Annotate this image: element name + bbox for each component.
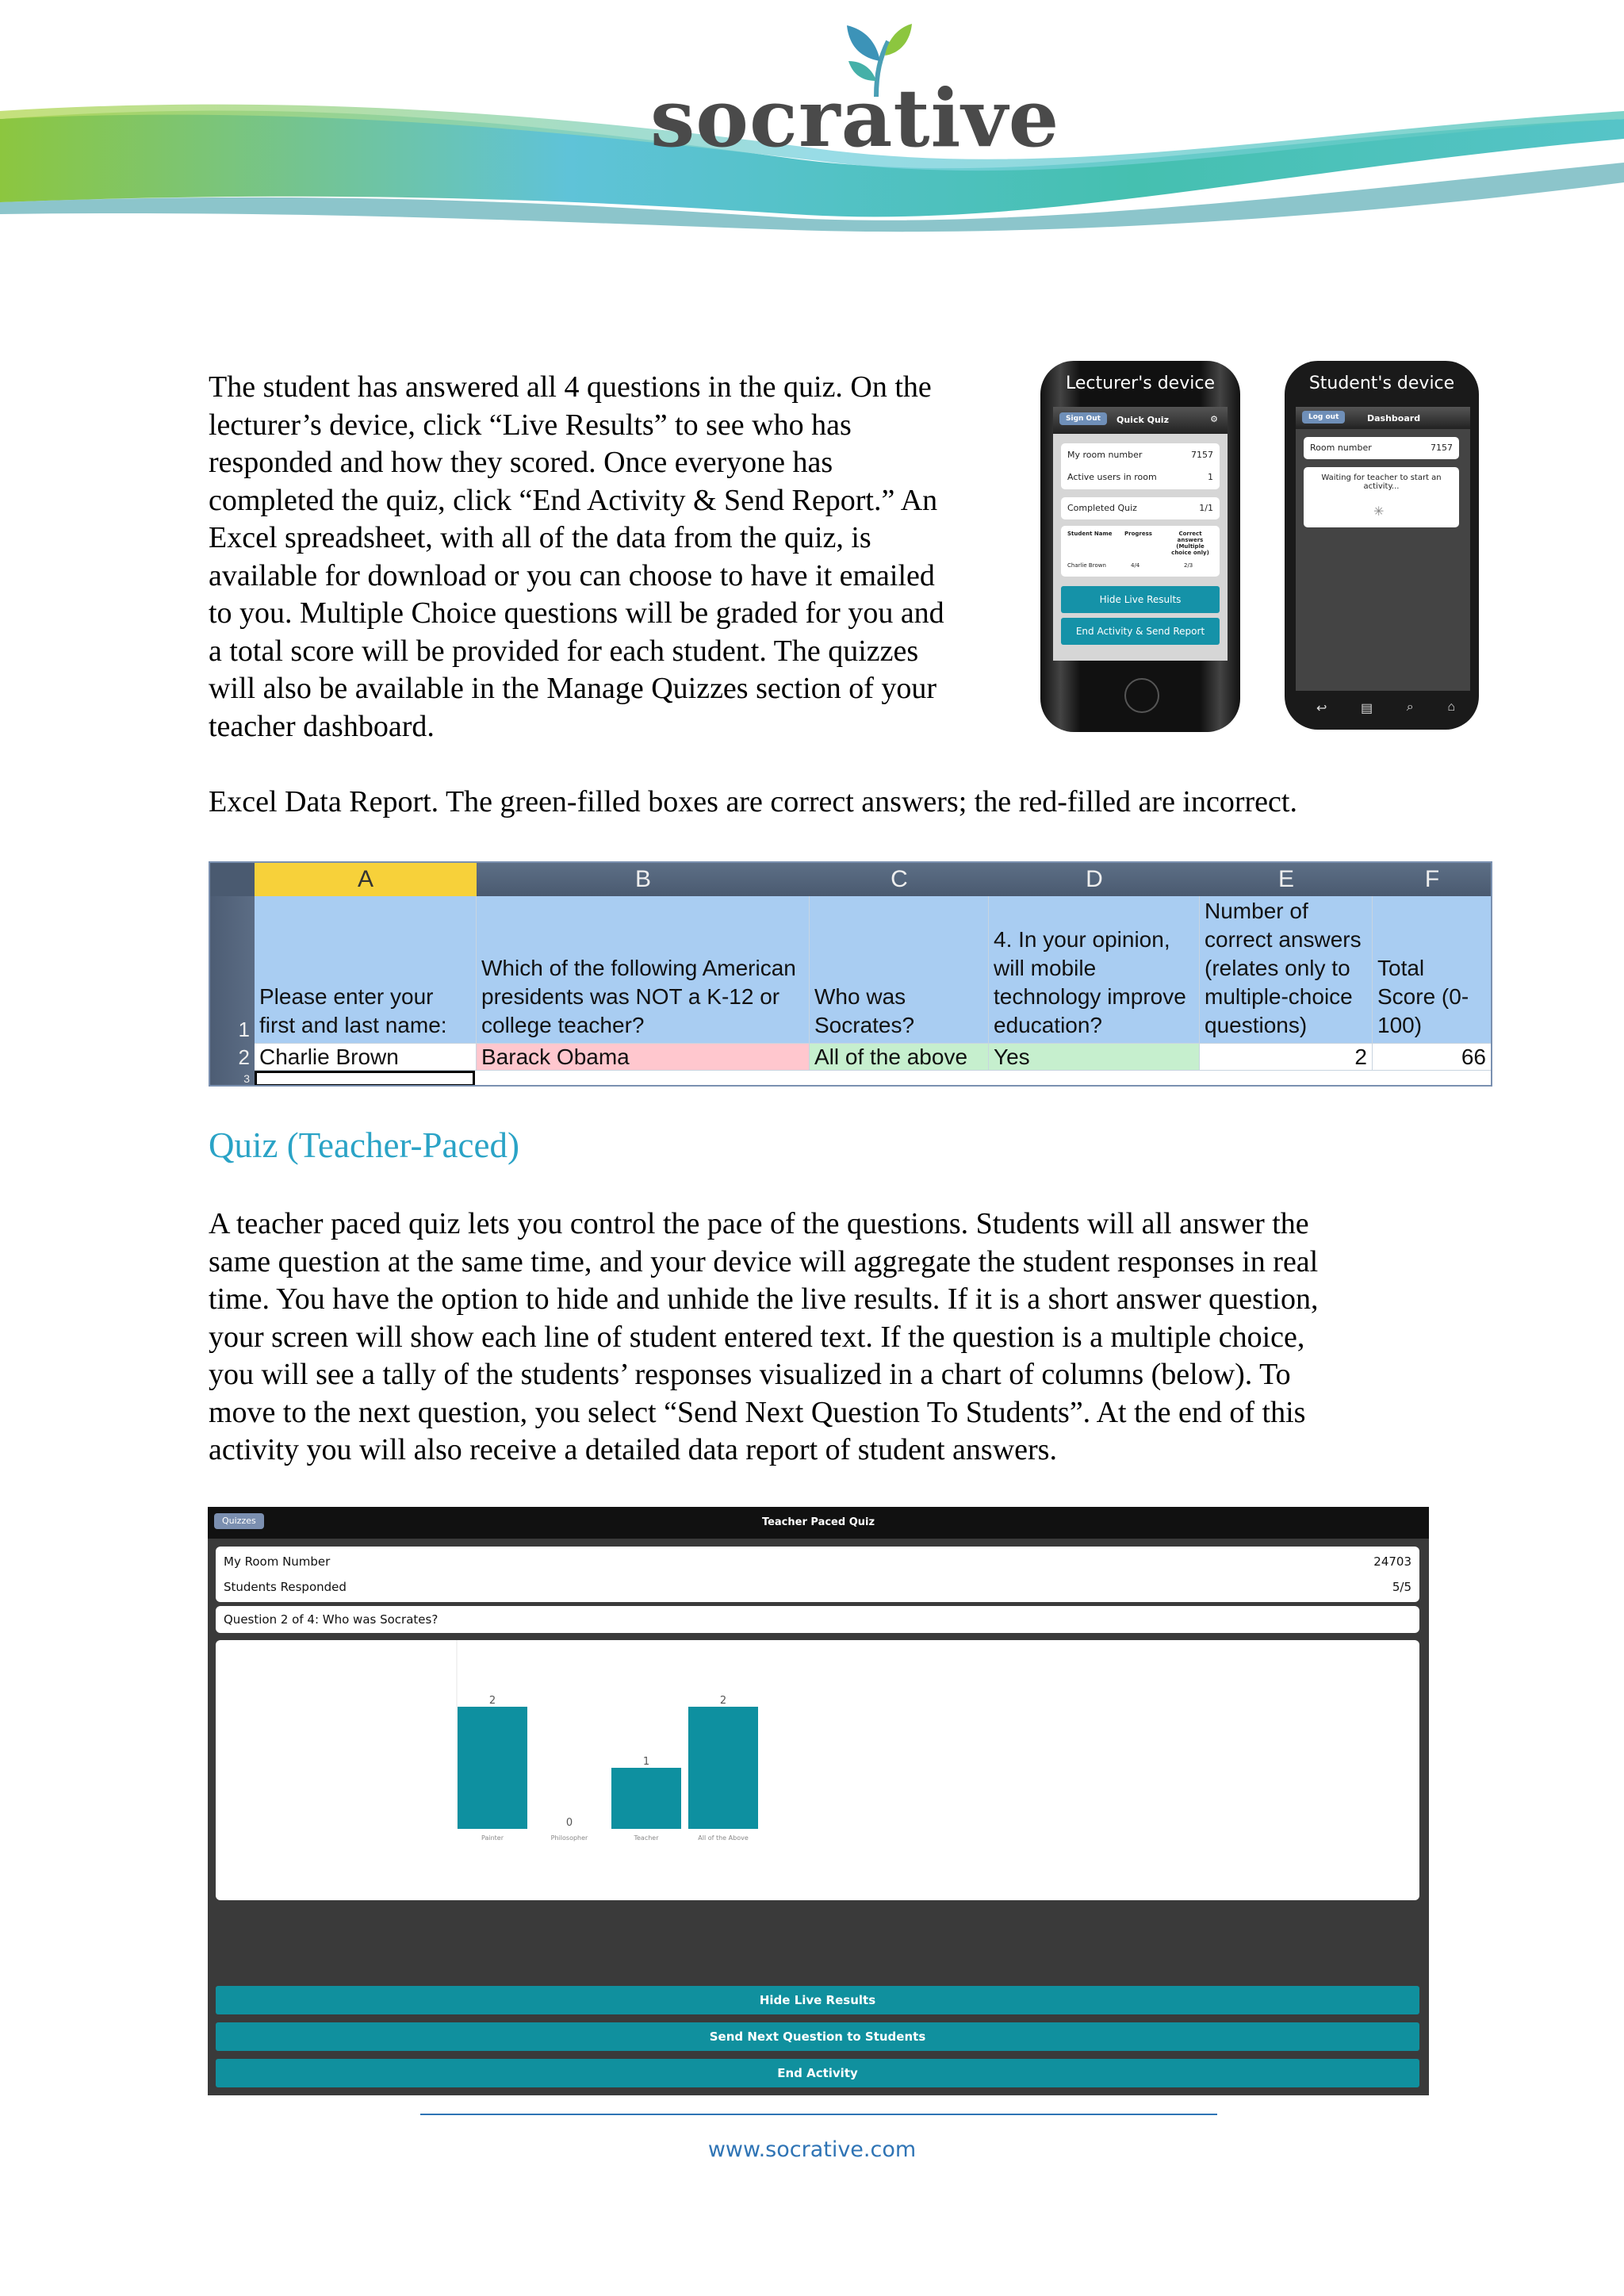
text-line: Excel spreadsheet, with all of the data from the quiz, is xyxy=(209,521,871,554)
socrative-logo: socrative xyxy=(650,71,1060,165)
row-header-2[interactable]: 2 xyxy=(210,1044,255,1071)
text-line: move to the next question, you select “Send Next Question To Students”. At the end of this xyxy=(209,1395,1306,1429)
table-cell: Charlie Brown xyxy=(1067,562,1106,569)
table-header: Correct answers (Multiple choice only) xyxy=(1171,531,1209,556)
lecturer-phone-screen xyxy=(1053,407,1228,661)
text-line: The student has answered all 4 questions in the quiz. On the xyxy=(209,370,932,404)
row-header-3[interactable]: 3 xyxy=(210,1071,255,1087)
text-line: available for download or you can choose to have it emailed xyxy=(209,558,935,592)
text-line: a total score will be provided for each student. The quizzes xyxy=(209,634,919,668)
home-icon[interactable]: ⌂ xyxy=(1447,700,1455,714)
footer-divider xyxy=(420,2114,1217,2115)
table-header: Progress xyxy=(1124,531,1152,537)
selected-cell[interactable] xyxy=(255,1071,475,1087)
results-bar-chart xyxy=(216,1640,1419,1900)
chart-bar xyxy=(611,1768,681,1829)
chart-bar xyxy=(688,1707,758,1829)
nav-title: Quick Quiz xyxy=(1116,415,1169,425)
quiz-nav-bar xyxy=(208,1507,1429,1539)
student-phone xyxy=(1285,361,1479,730)
results-table-card xyxy=(1061,526,1220,577)
answer-cell-correct[interactable]: All of the above xyxy=(810,1044,989,1071)
header-cell[interactable]: Who was Socrates? xyxy=(810,896,989,1044)
student-room-card xyxy=(1304,437,1459,459)
waiting-message: Waiting for teacher to start an activity... xyxy=(1321,473,1442,491)
waiting-card xyxy=(1304,467,1459,527)
text-line: time. You have the option to hide and unhide the live results. If it is a short answer question, xyxy=(209,1282,1319,1316)
excel-spreadsheet xyxy=(209,861,1492,1087)
chart-bar xyxy=(458,1707,527,1829)
completed-quiz-label: Completed Quiz xyxy=(1067,503,1137,513)
header-cell[interactable]: Total Score (0-100) xyxy=(1373,896,1492,1044)
student-phone-screen xyxy=(1296,407,1470,691)
settings-icon[interactable]: ⚙ xyxy=(1210,414,1218,424)
end-activity-send-report-button[interactable]: End Activity & Send Report xyxy=(1061,618,1220,645)
home-button-icon[interactable] xyxy=(1124,678,1159,713)
header-cell[interactable]: 4. In your opinion, will mobile technology improve education? xyxy=(989,896,1200,1044)
send-next-question-button[interactable]: Send Next Question to Students xyxy=(216,2022,1419,2051)
back-icon[interactable]: ↩ xyxy=(1316,702,1327,715)
text-line: will also be available in the Manage Quizzes section of your xyxy=(209,672,937,705)
table-cell: 2/3 xyxy=(1184,562,1193,569)
completed-quiz-value: 1/1 xyxy=(1199,503,1213,513)
room-number-value: 7157 xyxy=(1191,450,1213,460)
header-cell[interactable]: Number of correct answers (relates only to multiple-choice questions) xyxy=(1200,896,1373,1044)
active-users-row xyxy=(1067,467,1213,488)
excel-caption: Excel Data Report. The green-filled boxes are correct answers; the red-filled are incorrect. xyxy=(209,785,1297,818)
hide-live-results-button[interactable]: Hide Live Results xyxy=(216,1986,1419,2014)
column-header-a[interactable]: A xyxy=(255,863,477,896)
column-header-f[interactable]: F xyxy=(1373,863,1492,896)
footer-url-link[interactable]: www.socrative.com xyxy=(707,2137,917,2162)
loading-spinner-icon: ✳ xyxy=(1373,504,1385,519)
data-label: 1 xyxy=(642,1756,650,1768)
hide-live-results-button[interactable]: Hide Live Results xyxy=(1061,586,1220,613)
quizzes-back-button[interactable]: Quizzes xyxy=(214,1513,264,1529)
room-info-card xyxy=(216,1547,1419,1602)
nav-title: Dashboard xyxy=(1367,413,1421,424)
room-number-value: 24703 xyxy=(1373,1554,1411,1569)
lecturer-phone-title: Lecturer's device xyxy=(1066,374,1215,393)
row-header-1[interactable]: 1 xyxy=(210,896,255,1044)
active-users-label: Active users in room xyxy=(1067,472,1157,482)
search-icon[interactable]: ⌕ xyxy=(1406,700,1414,714)
category-label: Philosopher xyxy=(550,1834,588,1842)
answer-cell-correct[interactable]: Yes xyxy=(989,1044,1200,1071)
quiz-title: Teacher Paced Quiz xyxy=(761,1516,875,1528)
text-line: A teacher paced quiz lets you control the pace of the questions. Students will all answer the xyxy=(209,1207,1309,1240)
intro-paragraph xyxy=(209,369,1017,746)
table-header: Student Name xyxy=(1067,531,1113,537)
question-text: Question 2 of 4: Who was Socrates? xyxy=(224,1612,439,1627)
sheet-corner xyxy=(210,863,255,896)
correct-count-cell[interactable]: 2 xyxy=(1200,1044,1373,1071)
log-out-button[interactable]: Log out xyxy=(1302,411,1345,424)
room-number-label: Room number xyxy=(1310,443,1372,453)
category-label: Painter xyxy=(481,1834,504,1842)
text-line: to you. Multiple Choice questions will be graded for you and xyxy=(209,596,944,630)
sign-out-button[interactable]: Sign Out xyxy=(1059,412,1107,425)
students-responded-value: 5/5 xyxy=(1392,1580,1411,1594)
text-line: you will see a tally of the students’ responses visualized in a chart of columns (below). To xyxy=(209,1358,1291,1391)
text-line: teacher dashboard. xyxy=(209,709,435,743)
text-line: activity you will also receive a detailed data report of student answers. xyxy=(209,1433,1057,1466)
header-cell[interactable]: Which of the following American presidents was NOT a K-12 or college teacher? xyxy=(477,896,810,1044)
student-nav-bar xyxy=(1296,407,1470,429)
lecturer-nav-bar xyxy=(1053,407,1228,434)
results-chart-card xyxy=(216,1640,1419,1900)
room-info-card xyxy=(1061,443,1220,489)
menu-icon[interactable]: ▤ xyxy=(1361,702,1373,715)
teacher-paced-paragraph xyxy=(209,1205,1446,1470)
text-line: lecturer’s device, click “Live Results” to see who has xyxy=(209,408,852,442)
end-activity-button[interactable]: End Activity xyxy=(216,2059,1419,2087)
name-cell[interactable]: Charlie Brown xyxy=(255,1044,477,1071)
total-score-cell[interactable]: 66 xyxy=(1373,1044,1492,1071)
students-responded-label: Students Responded xyxy=(224,1580,347,1594)
completed-quiz-card[interactable] xyxy=(1061,497,1220,519)
teacher-paced-quiz-screen xyxy=(208,1507,1429,2095)
text-line: your screen will show each line of student entered text. If the question is a multiple choice, xyxy=(209,1320,1305,1354)
column-header-b[interactable]: B xyxy=(477,863,810,896)
room-number-label: My Room Number xyxy=(224,1554,331,1569)
lecturer-phone xyxy=(1040,361,1240,732)
data-label: 0 xyxy=(565,1817,573,1829)
category-label: All of the Above xyxy=(698,1834,749,1842)
text-line: completed the quiz, click “End Activity & Send Report.” An xyxy=(209,483,938,517)
answer-cell-incorrect[interactable]: Barack Obama xyxy=(477,1044,810,1071)
data-label: 2 xyxy=(719,1695,727,1707)
text-line: responded and how they scored. Once everyone has xyxy=(209,446,833,479)
section-heading: Quiz (Teacher-Paced) xyxy=(209,1125,519,1165)
question-card xyxy=(216,1606,1419,1633)
android-nav-icons xyxy=(1316,700,1455,716)
column-header-e[interactable]: E xyxy=(1200,863,1373,896)
table-cell: 4/4 xyxy=(1131,562,1140,569)
column-header-c[interactable]: C xyxy=(810,863,990,896)
active-users-value: 1 xyxy=(1208,472,1213,482)
data-label: 2 xyxy=(488,1695,496,1707)
header-cell[interactable]: Please enter your first and last name: xyxy=(255,896,477,1044)
category-label: Teacher xyxy=(634,1834,659,1842)
room-number-label: My room number xyxy=(1067,450,1143,460)
column-header-d[interactable]: D xyxy=(989,863,1201,896)
room-number-value: 7157 xyxy=(1431,443,1453,453)
room-number-row xyxy=(1067,445,1213,466)
student-phone-title: Student's device xyxy=(1308,374,1455,393)
text-line: same question at the same time, and your device will aggregate the student responses in real xyxy=(209,1244,1319,1278)
